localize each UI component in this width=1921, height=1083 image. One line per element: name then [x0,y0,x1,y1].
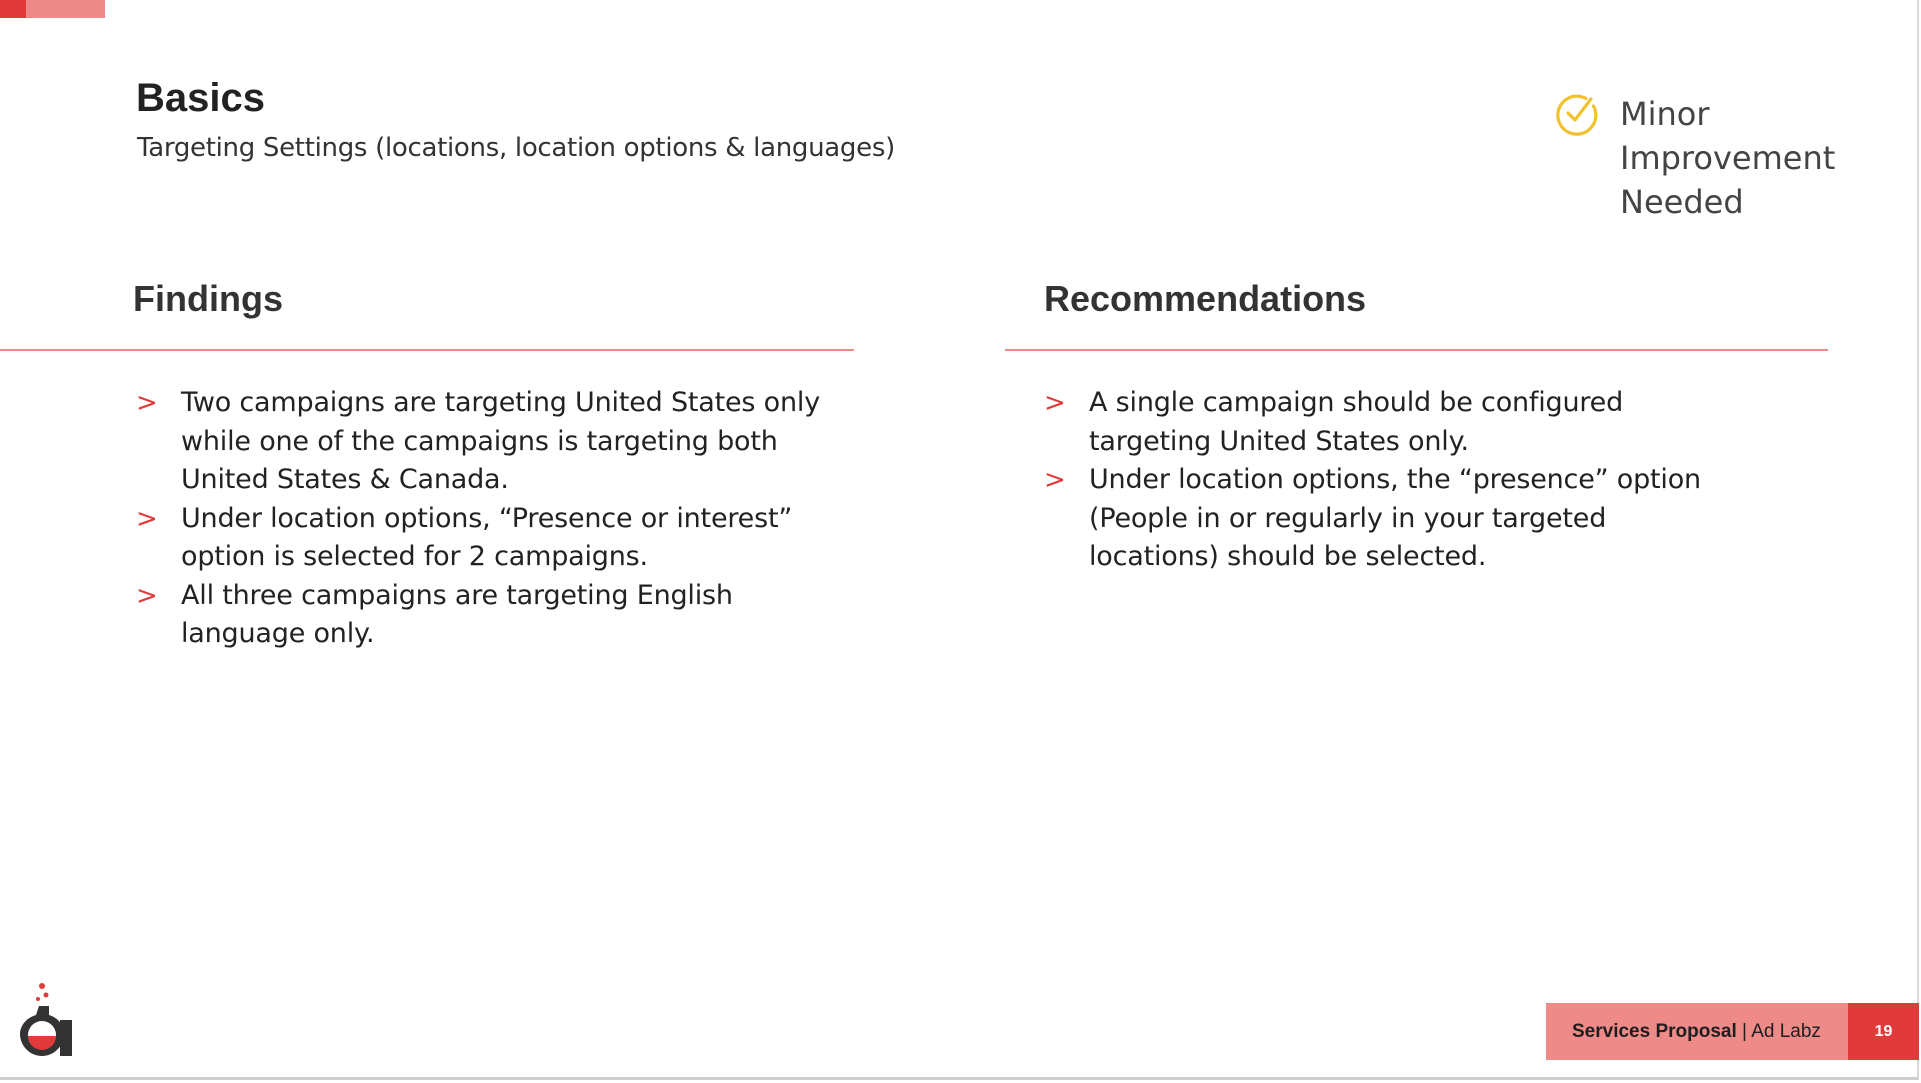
list-item [136,577,856,654]
corner-accent-light [26,0,105,18]
bullet-marker: > [136,503,158,534]
list-item [1044,384,1744,461]
footer [1546,1003,1919,1060]
slide-title: Basics [136,76,265,120]
findings-divider [0,349,854,351]
status-line: Needed [1620,183,1744,221]
footer-label-rest: | Ad Labz [1736,1020,1821,1042]
recommendations-list [1044,384,1744,577]
recommendation-text: A single campaign should be configured targeting United States only. [1089,387,1624,457]
list-item [136,500,856,577]
findings-list [136,384,856,654]
page-number: 19 [1848,1003,1919,1060]
finding-text: Two campaigns are targeting United States only while one of the campaigns is targeting both United States & Canada. [181,387,820,495]
recommendation-text: Under location options, the “presence” option (People in or regularly in your targeted locations) should be selected. [1089,464,1701,572]
bullet-marker: > [136,388,158,418]
status-line: Improvement [1620,139,1836,177]
findings-heading: Findings [133,278,283,319]
finding-text: Under location options, “Presence or interest” option is selected for 2 campaigns. [181,502,793,572]
status-line: Minor [1620,95,1710,133]
slide-subtitle: Targeting Settings (locations, location options & languages) [137,133,895,163]
bullet-marker: > [1044,388,1066,418]
finding-text: All three campaigns are targeting English language only. [181,579,733,649]
footer-label-bold: Services Proposal [1572,1020,1737,1042]
check-circle-icon [1553,90,1601,138]
status-text [1620,92,1870,224]
bullet-marker: > [136,580,158,611]
ad-labz-logo [16,980,78,1060]
corner-accent-dark [0,0,26,18]
list-item [136,384,856,500]
list-item [1044,461,1744,577]
footer-label [1546,1003,1848,1060]
recommendations-divider [1005,349,1828,351]
bullet-marker: > [1044,465,1066,495]
recommendations-heading: Recommendations [1044,278,1367,319]
